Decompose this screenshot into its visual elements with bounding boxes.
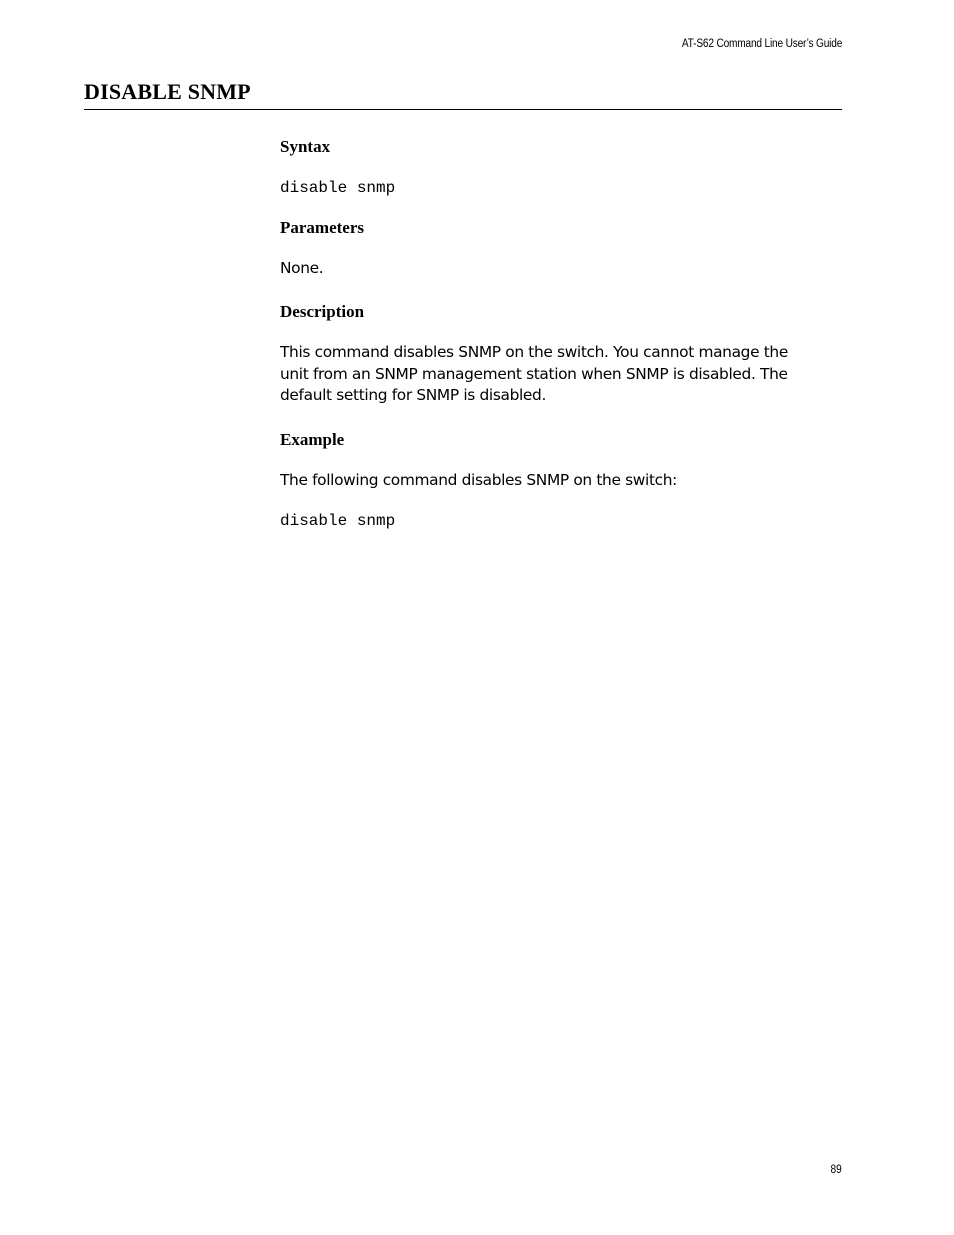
syntax-heading: Syntax xyxy=(280,137,331,156)
example-command: disable snmp xyxy=(280,512,396,530)
description-line: This command disables SNMP on the switch. You cannot manage the xyxy=(280,343,788,361)
description-heading: Description xyxy=(280,302,365,321)
syntax-command: disable snmp xyxy=(280,179,396,197)
page-number: 89 xyxy=(830,1164,842,1176)
parameters-text: None. xyxy=(280,259,324,277)
description-text xyxy=(280,342,840,407)
running-header: AT-S62 Command Line User’s Guide xyxy=(681,38,842,50)
parameters-heading: Parameters xyxy=(280,218,365,237)
example-text: The following command disables SNMP on the switch: xyxy=(280,471,677,489)
description-line: unit from an SNMP management station when SNMP is disabled. The xyxy=(280,364,788,383)
title-divider xyxy=(84,109,842,110)
section-title: DISABLE SNMP xyxy=(84,79,251,104)
description-line: default setting for SNMP is disabled. xyxy=(280,386,546,404)
example-heading: Example xyxy=(280,430,345,449)
